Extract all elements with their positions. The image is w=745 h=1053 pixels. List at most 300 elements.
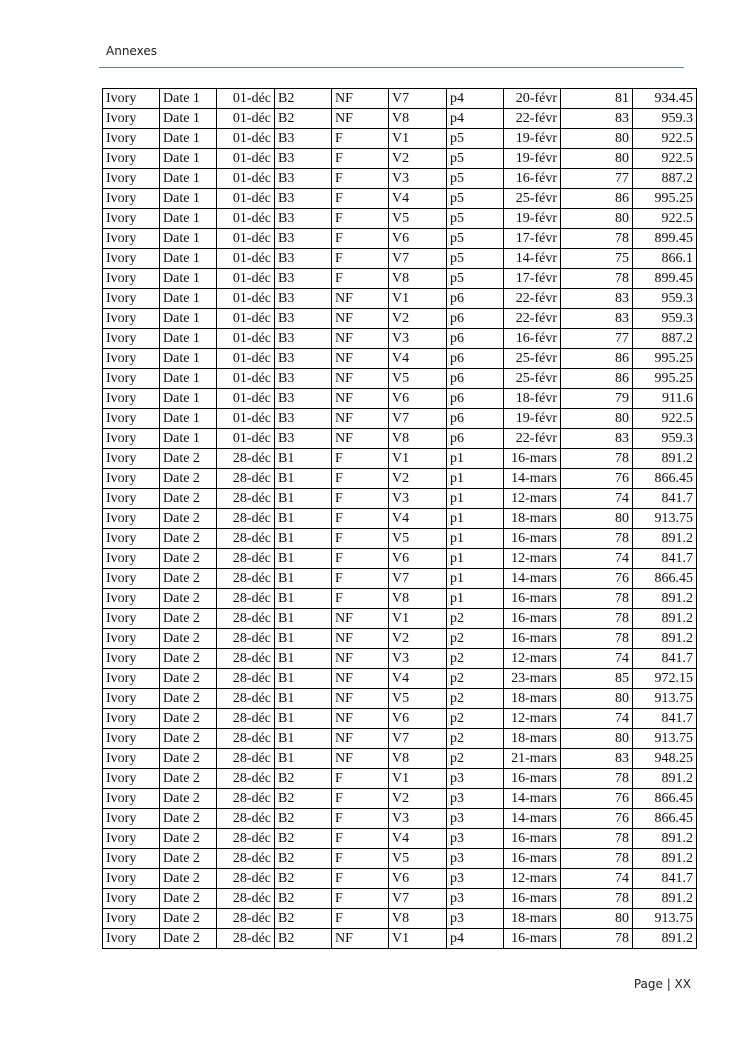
end-date-cell: 16-févr bbox=[504, 169, 561, 189]
variety-cell: V1 bbox=[389, 289, 447, 309]
block-cell: B3 bbox=[275, 329, 332, 349]
block-cell: B2 bbox=[275, 909, 332, 929]
block-cell: B3 bbox=[275, 389, 332, 409]
block-cell: B3 bbox=[275, 409, 332, 429]
variety-cell: V6 bbox=[389, 389, 447, 409]
days-cell: 79 bbox=[561, 389, 633, 409]
treatment-cell: F bbox=[332, 449, 389, 469]
plot-cell: p2 bbox=[447, 709, 504, 729]
plot-cell: p3 bbox=[447, 769, 504, 789]
days-cell: 80 bbox=[561, 129, 633, 149]
start-date-cell: 01-déc bbox=[217, 149, 275, 169]
treatment-cell: F bbox=[332, 229, 389, 249]
plot-cell: p5 bbox=[447, 209, 504, 229]
value-cell: 891.2 bbox=[633, 589, 697, 609]
table-row bbox=[103, 929, 697, 949]
variety-cell: V4 bbox=[389, 509, 447, 529]
date-label-cell: Date 1 bbox=[160, 109, 217, 129]
value-cell: 891.2 bbox=[633, 849, 697, 869]
date-label-cell: Date 1 bbox=[160, 309, 217, 329]
plot-cell: p3 bbox=[447, 809, 504, 829]
variety-cell: V7 bbox=[389, 889, 447, 909]
treatment-cell: F bbox=[332, 169, 389, 189]
date-label-cell: Date 2 bbox=[160, 509, 217, 529]
block-cell: B1 bbox=[275, 509, 332, 529]
end-date-cell: 21-mars bbox=[504, 749, 561, 769]
end-date-cell: 12-mars bbox=[504, 549, 561, 569]
variety-cell: V1 bbox=[389, 609, 447, 629]
block-cell: B3 bbox=[275, 229, 332, 249]
block-cell: B3 bbox=[275, 169, 332, 189]
treatment-cell: NF bbox=[332, 309, 389, 329]
block-cell: B1 bbox=[275, 569, 332, 589]
table-row bbox=[103, 109, 697, 129]
value-cell: 891.2 bbox=[633, 889, 697, 909]
table-row bbox=[103, 609, 697, 629]
treatment-cell: NF bbox=[332, 669, 389, 689]
treatment-cell: F bbox=[332, 789, 389, 809]
start-date-cell: 28-déc bbox=[217, 709, 275, 729]
table-row bbox=[103, 729, 697, 749]
value-cell: 841.7 bbox=[633, 549, 697, 569]
table-row bbox=[103, 709, 697, 729]
value-cell: 922.5 bbox=[633, 409, 697, 429]
start-date-cell: 28-déc bbox=[217, 529, 275, 549]
block-cell: B3 bbox=[275, 189, 332, 209]
variety-cell: V7 bbox=[389, 89, 447, 109]
data-table bbox=[102, 88, 697, 949]
site-cell: Ivory bbox=[103, 869, 160, 889]
value-cell: 959.3 bbox=[633, 109, 697, 129]
plot-cell: p1 bbox=[447, 469, 504, 489]
end-date-cell: 19-févr bbox=[504, 409, 561, 429]
days-cell: 80 bbox=[561, 729, 633, 749]
table-row bbox=[103, 329, 697, 349]
date-label-cell: Date 2 bbox=[160, 449, 217, 469]
block-cell: B1 bbox=[275, 489, 332, 509]
site-cell: Ivory bbox=[103, 629, 160, 649]
table-row bbox=[103, 689, 697, 709]
days-cell: 74 bbox=[561, 649, 633, 669]
variety-cell: V8 bbox=[389, 109, 447, 129]
plot-cell: p6 bbox=[447, 389, 504, 409]
treatment-cell: NF bbox=[332, 329, 389, 349]
plot-cell: p1 bbox=[447, 589, 504, 609]
start-date-cell: 01-déc bbox=[217, 269, 275, 289]
days-cell: 83 bbox=[561, 109, 633, 129]
date-label-cell: Date 1 bbox=[160, 429, 217, 449]
end-date-cell: 16-févr bbox=[504, 329, 561, 349]
days-cell: 80 bbox=[561, 909, 633, 929]
start-date-cell: 01-déc bbox=[217, 329, 275, 349]
site-cell: Ivory bbox=[103, 849, 160, 869]
block-cell: B1 bbox=[275, 549, 332, 569]
days-cell: 74 bbox=[561, 709, 633, 729]
site-cell: Ivory bbox=[103, 589, 160, 609]
site-cell: Ivory bbox=[103, 429, 160, 449]
value-cell: 841.7 bbox=[633, 649, 697, 669]
site-cell: Ivory bbox=[103, 169, 160, 189]
days-cell: 76 bbox=[561, 569, 633, 589]
days-cell: 74 bbox=[561, 549, 633, 569]
date-label-cell: Date 1 bbox=[160, 129, 217, 149]
date-label-cell: Date 2 bbox=[160, 909, 217, 929]
date-label-cell: Date 2 bbox=[160, 669, 217, 689]
end-date-cell: 17-févr bbox=[504, 269, 561, 289]
treatment-cell: F bbox=[332, 129, 389, 149]
variety-cell: V5 bbox=[389, 529, 447, 549]
days-cell: 80 bbox=[561, 409, 633, 429]
plot-cell: p3 bbox=[447, 909, 504, 929]
plot-cell: p3 bbox=[447, 849, 504, 869]
value-cell: 922.5 bbox=[633, 209, 697, 229]
variety-cell: V6 bbox=[389, 229, 447, 249]
site-cell: Ivory bbox=[103, 249, 160, 269]
start-date-cell: 28-déc bbox=[217, 669, 275, 689]
block-cell: B2 bbox=[275, 889, 332, 909]
page-header-title: Annexes bbox=[106, 44, 157, 58]
block-cell: B2 bbox=[275, 849, 332, 869]
start-date-cell: 28-déc bbox=[217, 689, 275, 709]
variety-cell: V3 bbox=[389, 329, 447, 349]
value-cell: 841.7 bbox=[633, 869, 697, 889]
block-cell: B3 bbox=[275, 209, 332, 229]
value-cell: 866.45 bbox=[633, 809, 697, 829]
value-cell: 913.75 bbox=[633, 509, 697, 529]
start-date-cell: 28-déc bbox=[217, 629, 275, 649]
variety-cell: V3 bbox=[389, 809, 447, 829]
plot-cell: p1 bbox=[447, 449, 504, 469]
treatment-cell: F bbox=[332, 849, 389, 869]
date-label-cell: Date 1 bbox=[160, 209, 217, 229]
value-cell: 891.2 bbox=[633, 929, 697, 949]
value-cell: 913.75 bbox=[633, 689, 697, 709]
variety-cell: V2 bbox=[389, 629, 447, 649]
site-cell: Ivory bbox=[103, 689, 160, 709]
block-cell: B1 bbox=[275, 649, 332, 669]
treatment-cell: F bbox=[332, 549, 389, 569]
treatment-cell: F bbox=[332, 909, 389, 929]
variety-cell: V6 bbox=[389, 709, 447, 729]
variety-cell: V1 bbox=[389, 129, 447, 149]
plot-cell: p5 bbox=[447, 249, 504, 269]
days-cell: 78 bbox=[561, 769, 633, 789]
table-row bbox=[103, 229, 697, 249]
days-cell: 78 bbox=[561, 229, 633, 249]
block-cell: B1 bbox=[275, 609, 332, 629]
start-date-cell: 28-déc bbox=[217, 749, 275, 769]
treatment-cell: F bbox=[332, 489, 389, 509]
value-cell: 972.15 bbox=[633, 669, 697, 689]
site-cell: Ivory bbox=[103, 769, 160, 789]
days-cell: 74 bbox=[561, 869, 633, 889]
date-label-cell: Date 2 bbox=[160, 829, 217, 849]
table-row bbox=[103, 549, 697, 569]
treatment-cell: F bbox=[332, 269, 389, 289]
plot-cell: p3 bbox=[447, 789, 504, 809]
value-cell: 887.2 bbox=[633, 169, 697, 189]
end-date-cell: 16-mars bbox=[504, 529, 561, 549]
days-cell: 85 bbox=[561, 669, 633, 689]
end-date-cell: 19-févr bbox=[504, 129, 561, 149]
table-row bbox=[103, 909, 697, 929]
block-cell: B3 bbox=[275, 369, 332, 389]
value-cell: 899.45 bbox=[633, 229, 697, 249]
days-cell: 74 bbox=[561, 489, 633, 509]
treatment-cell: F bbox=[332, 469, 389, 489]
end-date-cell: 16-mars bbox=[504, 589, 561, 609]
days-cell: 77 bbox=[561, 169, 633, 189]
plot-cell: p6 bbox=[447, 429, 504, 449]
block-cell: B3 bbox=[275, 349, 332, 369]
plot-cell: p2 bbox=[447, 669, 504, 689]
site-cell: Ivory bbox=[103, 749, 160, 769]
start-date-cell: 01-déc bbox=[217, 229, 275, 249]
plot-cell: p6 bbox=[447, 369, 504, 389]
table-body bbox=[103, 89, 697, 949]
plot-cell: p1 bbox=[447, 509, 504, 529]
end-date-cell: 18-mars bbox=[504, 729, 561, 749]
table-row bbox=[103, 169, 697, 189]
treatment-cell: NF bbox=[332, 649, 389, 669]
block-cell: B1 bbox=[275, 749, 332, 769]
table-row bbox=[103, 429, 697, 449]
value-cell: 891.2 bbox=[633, 769, 697, 789]
value-cell: 911.6 bbox=[633, 389, 697, 409]
value-cell: 841.7 bbox=[633, 709, 697, 729]
treatment-cell: NF bbox=[332, 929, 389, 949]
date-label-cell: Date 2 bbox=[160, 649, 217, 669]
plot-cell: p5 bbox=[447, 129, 504, 149]
treatment-cell: F bbox=[332, 529, 389, 549]
value-cell: 913.75 bbox=[633, 729, 697, 749]
start-date-cell: 28-déc bbox=[217, 889, 275, 909]
date-label-cell: Date 2 bbox=[160, 869, 217, 889]
site-cell: Ivory bbox=[103, 729, 160, 749]
days-cell: 78 bbox=[561, 829, 633, 849]
site-cell: Ivory bbox=[103, 89, 160, 109]
days-cell: 78 bbox=[561, 449, 633, 469]
plot-cell: p6 bbox=[447, 289, 504, 309]
site-cell: Ivory bbox=[103, 369, 160, 389]
start-date-cell: 01-déc bbox=[217, 389, 275, 409]
plot-cell: p6 bbox=[447, 329, 504, 349]
variety-cell: V2 bbox=[389, 309, 447, 329]
date-label-cell: Date 2 bbox=[160, 729, 217, 749]
start-date-cell: 01-déc bbox=[217, 429, 275, 449]
date-label-cell: Date 1 bbox=[160, 389, 217, 409]
block-cell: B1 bbox=[275, 729, 332, 749]
table-row bbox=[103, 529, 697, 549]
variety-cell: V4 bbox=[389, 349, 447, 369]
value-cell: 866.45 bbox=[633, 569, 697, 589]
days-cell: 78 bbox=[561, 849, 633, 869]
site-cell: Ivory bbox=[103, 649, 160, 669]
value-cell: 899.45 bbox=[633, 269, 697, 289]
site-cell: Ivory bbox=[103, 569, 160, 589]
treatment-cell: F bbox=[332, 189, 389, 209]
end-date-cell: 20-févr bbox=[504, 89, 561, 109]
treatment-cell: NF bbox=[332, 349, 389, 369]
start-date-cell: 01-déc bbox=[217, 129, 275, 149]
start-date-cell: 01-déc bbox=[217, 369, 275, 389]
treatment-cell: F bbox=[332, 869, 389, 889]
end-date-cell: 19-févr bbox=[504, 209, 561, 229]
block-cell: B3 bbox=[275, 289, 332, 309]
table-row bbox=[103, 369, 697, 389]
days-cell: 83 bbox=[561, 289, 633, 309]
days-cell: 86 bbox=[561, 369, 633, 389]
table-row bbox=[103, 129, 697, 149]
date-label-cell: Date 2 bbox=[160, 469, 217, 489]
block-cell: B1 bbox=[275, 689, 332, 709]
days-cell: 75 bbox=[561, 249, 633, 269]
end-date-cell: 14-févr bbox=[504, 249, 561, 269]
value-cell: 995.25 bbox=[633, 349, 697, 369]
block-cell: B1 bbox=[275, 529, 332, 549]
plot-cell: p4 bbox=[447, 89, 504, 109]
date-label-cell: Date 1 bbox=[160, 229, 217, 249]
variety-cell: V6 bbox=[389, 549, 447, 569]
end-date-cell: 17-févr bbox=[504, 229, 561, 249]
end-date-cell: 25-févr bbox=[504, 189, 561, 209]
date-label-cell: Date 2 bbox=[160, 749, 217, 769]
plot-cell: p1 bbox=[447, 549, 504, 569]
date-label-cell: Date 2 bbox=[160, 489, 217, 509]
block-cell: B3 bbox=[275, 269, 332, 289]
end-date-cell: 16-mars bbox=[504, 829, 561, 849]
days-cell: 78 bbox=[561, 589, 633, 609]
date-label-cell: Date 1 bbox=[160, 189, 217, 209]
block-cell: B1 bbox=[275, 669, 332, 689]
date-label-cell: Date 2 bbox=[160, 769, 217, 789]
end-date-cell: 25-févr bbox=[504, 349, 561, 369]
start-date-cell: 01-déc bbox=[217, 209, 275, 229]
table-row bbox=[103, 89, 697, 109]
value-cell: 891.2 bbox=[633, 629, 697, 649]
value-cell: 866.45 bbox=[633, 789, 697, 809]
block-cell: B2 bbox=[275, 829, 332, 849]
block-cell: B1 bbox=[275, 709, 332, 729]
treatment-cell: NF bbox=[332, 629, 389, 649]
variety-cell: V6 bbox=[389, 869, 447, 889]
site-cell: Ivory bbox=[103, 709, 160, 729]
block-cell: B1 bbox=[275, 469, 332, 489]
plot-cell: p3 bbox=[447, 829, 504, 849]
date-label-cell: Date 1 bbox=[160, 409, 217, 429]
end-date-cell: 16-mars bbox=[504, 629, 561, 649]
start-date-cell: 28-déc bbox=[217, 729, 275, 749]
block-cell: B3 bbox=[275, 429, 332, 449]
end-date-cell: 22-févr bbox=[504, 109, 561, 129]
site-cell: Ivory bbox=[103, 909, 160, 929]
end-date-cell: 25-févr bbox=[504, 369, 561, 389]
table-row bbox=[103, 289, 697, 309]
block-cell: B2 bbox=[275, 929, 332, 949]
start-date-cell: 28-déc bbox=[217, 509, 275, 529]
treatment-cell: F bbox=[332, 569, 389, 589]
start-date-cell: 28-déc bbox=[217, 469, 275, 489]
variety-cell: V5 bbox=[389, 369, 447, 389]
block-cell: B2 bbox=[275, 869, 332, 889]
table-row bbox=[103, 629, 697, 649]
days-cell: 77 bbox=[561, 329, 633, 349]
table-row bbox=[103, 849, 697, 869]
treatment-cell: F bbox=[332, 769, 389, 789]
table-row bbox=[103, 489, 697, 509]
plot-cell: p6 bbox=[447, 409, 504, 429]
days-cell: 78 bbox=[561, 929, 633, 949]
table-row bbox=[103, 569, 697, 589]
end-date-cell: 12-mars bbox=[504, 489, 561, 509]
table-row bbox=[103, 349, 697, 369]
end-date-cell: 18-mars bbox=[504, 689, 561, 709]
value-cell: 891.2 bbox=[633, 449, 697, 469]
plot-cell: p5 bbox=[447, 229, 504, 249]
site-cell: Ivory bbox=[103, 189, 160, 209]
days-cell: 78 bbox=[561, 529, 633, 549]
table-row bbox=[103, 309, 697, 329]
site-cell: Ivory bbox=[103, 889, 160, 909]
date-label-cell: Date 2 bbox=[160, 789, 217, 809]
days-cell: 76 bbox=[561, 789, 633, 809]
value-cell: 995.25 bbox=[633, 369, 697, 389]
plot-cell: p5 bbox=[447, 269, 504, 289]
plot-cell: p2 bbox=[447, 729, 504, 749]
value-cell: 913.75 bbox=[633, 909, 697, 929]
variety-cell: V2 bbox=[389, 469, 447, 489]
variety-cell: V3 bbox=[389, 169, 447, 189]
days-cell: 78 bbox=[561, 629, 633, 649]
end-date-cell: 16-mars bbox=[504, 889, 561, 909]
variety-cell: V5 bbox=[389, 689, 447, 709]
end-date-cell: 23-mars bbox=[504, 669, 561, 689]
table-row bbox=[103, 209, 697, 229]
block-cell: B3 bbox=[275, 129, 332, 149]
plot-cell: p6 bbox=[447, 349, 504, 369]
variety-cell: V7 bbox=[389, 409, 447, 429]
end-date-cell: 16-mars bbox=[504, 449, 561, 469]
site-cell: Ivory bbox=[103, 829, 160, 849]
start-date-cell: 28-déc bbox=[217, 649, 275, 669]
treatment-cell: NF bbox=[332, 109, 389, 129]
value-cell: 891.2 bbox=[633, 829, 697, 849]
treatment-cell: F bbox=[332, 209, 389, 229]
end-date-cell: 22-févr bbox=[504, 429, 561, 449]
table-row bbox=[103, 469, 697, 489]
value-cell: 959.3 bbox=[633, 309, 697, 329]
site-cell: Ivory bbox=[103, 669, 160, 689]
site-cell: Ivory bbox=[103, 389, 160, 409]
end-date-cell: 12-mars bbox=[504, 709, 561, 729]
days-cell: 80 bbox=[561, 509, 633, 529]
start-date-cell: 28-déc bbox=[217, 449, 275, 469]
date-label-cell: Date 1 bbox=[160, 349, 217, 369]
site-cell: Ivory bbox=[103, 149, 160, 169]
start-date-cell: 01-déc bbox=[217, 349, 275, 369]
site-cell: Ivory bbox=[103, 549, 160, 569]
table-row bbox=[103, 809, 697, 829]
days-cell: 80 bbox=[561, 149, 633, 169]
treatment-cell: NF bbox=[332, 709, 389, 729]
date-label-cell: Date 2 bbox=[160, 589, 217, 609]
table-row bbox=[103, 449, 697, 469]
treatment-cell: NF bbox=[332, 609, 389, 629]
start-date-cell: 01-déc bbox=[217, 309, 275, 329]
table-row bbox=[103, 669, 697, 689]
table-row bbox=[103, 269, 697, 289]
days-cell: 78 bbox=[561, 889, 633, 909]
